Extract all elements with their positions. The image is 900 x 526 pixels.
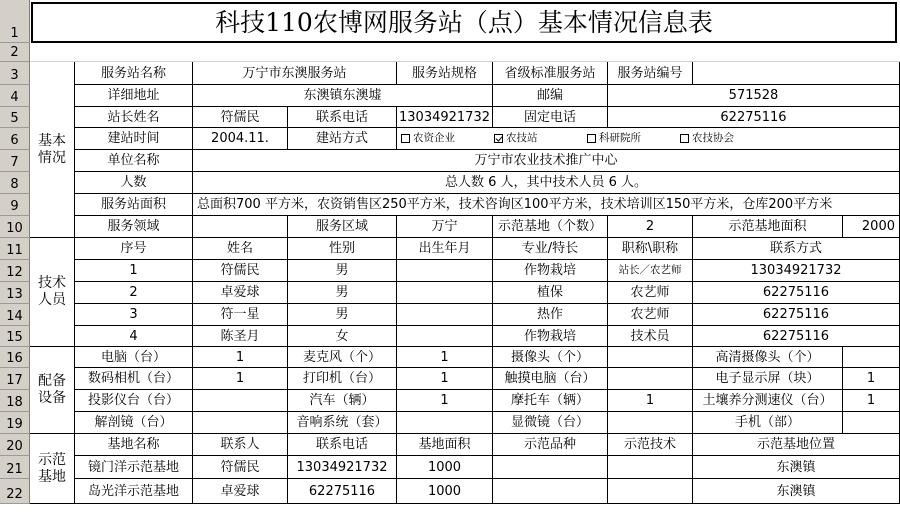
tech-header[interactable]: 联系方式 [693, 238, 900, 260]
tech-cell[interactable]: 陈圣月 [193, 326, 288, 347]
tech-cell[interactable]: 站长／农艺师 [608, 260, 693, 282]
mode-option-label: 农技协会 [692, 132, 734, 145]
unit-value[interactable]: 万宁市农业技术推广中心 [193, 150, 900, 172]
section-equipment[interactable]: 配备设备 [30, 347, 75, 434]
demo-header[interactable]: 联系电话 [288, 434, 397, 456]
equipment-count[interactable] [193, 412, 288, 434]
tech-cell[interactable]: 62275116 [693, 304, 900, 326]
tech-cell[interactable]: 符儒民 [193, 260, 288, 282]
checkbox[interactable] [680, 134, 689, 143]
equipment-count[interactable]: 1 [193, 347, 288, 368]
tech-header[interactable]: 性别 [288, 238, 397, 260]
empty-row [30, 43, 900, 62]
demo-area-label[interactable]: 示范基地面积 [693, 216, 843, 238]
equipment-label[interactable]: 触摸电脑（台） [493, 368, 608, 390]
row-header[interactable]: 15 [0, 326, 30, 347]
equipment-label[interactable]: 打印机（台） [288, 368, 397, 390]
demo-area-value[interactable]: 2000 [843, 216, 900, 238]
demo-cell[interactable] [608, 456, 693, 479]
founded-value[interactable]: 2004.11. [193, 128, 288, 150]
tech-header[interactable]: 专业/特长 [493, 238, 608, 260]
equipment-label[interactable]: 音响系统（套） [288, 412, 397, 434]
equipment-count[interactable]: 1 [397, 347, 493, 368]
checkbox[interactable] [587, 134, 596, 143]
tech-cell[interactable]: 女 [288, 326, 397, 347]
equipment-label[interactable]: 数码相机（台） [75, 368, 193, 390]
phone-label[interactable]: 联系电话 [288, 107, 397, 128]
row-header[interactable]: 14 [0, 304, 30, 326]
row-header[interactable]: 7 [0, 150, 30, 172]
checkbox[interactable] [494, 134, 503, 143]
row-header[interactable]: 3 [0, 62, 30, 85]
row-header[interactable]: 20 [0, 434, 30, 456]
tech-cell[interactable]: 62275116 [693, 282, 900, 304]
unit-label[interactable]: 单位名称 [75, 150, 193, 172]
row-header[interactable]: 19 [0, 412, 30, 434]
tech-cell[interactable]: 13034921732 [693, 260, 900, 282]
postcode-value[interactable]: 571528 [608, 85, 900, 107]
equipment-count[interactable] [608, 347, 693, 368]
address-value[interactable]: 东澳镇东澳墟 [193, 85, 493, 107]
demo-cell[interactable]: 东澳镇 [693, 479, 900, 504]
field-value[interactable] [193, 216, 288, 238]
mode-option[interactable] [397, 133, 490, 144]
tech-cell[interactable]: 男 [288, 304, 397, 326]
demo-count-value[interactable]: 2 [608, 216, 693, 238]
equipment-label[interactable]: 高清摄像头（个） [693, 347, 843, 368]
people-value[interactable]: 总人数 6 人，其中技术人员 6 人。 [193, 172, 900, 194]
demo-header[interactable]: 基地名称 [75, 434, 193, 456]
people-label[interactable]: 人数 [75, 172, 193, 194]
page-title[interactable]: 科技110农博网服务站（点）基本情况信息表 [31, 2, 897, 43]
row-header[interactable]: 11 [0, 238, 30, 260]
area-label[interactable]: 服务站面积 [75, 194, 193, 216]
demo-cell[interactable]: 1000 [397, 479, 493, 504]
demo-cell[interactable]: 62275116 [288, 479, 397, 504]
row-header[interactable]: 1 [0, 0, 30, 43]
demo-cell[interactable]: 13034921732 [288, 456, 397, 479]
row-header[interactable]: 9 [0, 194, 30, 216]
row-header[interactable]: 6 [0, 128, 30, 150]
equipment-count[interactable] [193, 390, 288, 412]
tech-cell[interactable]: 符一星 [193, 304, 288, 326]
tech-header[interactable]: 出生年月 [397, 238, 493, 260]
area-value[interactable]: 总面积700 平方米，农资销售区250平方米，技术咨询区100平方米，技术培训区150平方米，仓库200平方米 [193, 194, 900, 216]
section-tech[interactable]: 技术人员 [30, 238, 75, 347]
tech-cell[interactable] [397, 326, 493, 347]
tech-cell[interactable]: 62275116 [693, 326, 900, 347]
equipment-label[interactable]: 麦克风（个） [288, 347, 397, 368]
equipment-label[interactable]: 手机（部） [693, 412, 843, 434]
equipment-count[interactable]: 1 [193, 368, 288, 390]
tech-header[interactable]: 序号 [75, 238, 193, 260]
mode-option[interactable] [676, 133, 769, 144]
row-header[interactable]: 4 [0, 85, 30, 107]
tech-cell[interactable]: 3 [75, 304, 193, 326]
tech-cell[interactable] [397, 304, 493, 326]
row-header[interactable]: 5 [0, 107, 30, 128]
station-spec-value[interactable]: 省级标准服务站 [493, 62, 608, 85]
fixed-phone-value[interactable]: 62275116 [608, 107, 900, 128]
row-header[interactable]: 22 [0, 479, 30, 504]
row-header[interactable]: 17 [0, 368, 30, 390]
station-no-label[interactable]: 服务站编号 [608, 62, 693, 85]
row-header[interactable]: 13 [0, 282, 30, 304]
mode-checkbox-group [397, 133, 899, 144]
mode-option[interactable] [583, 133, 676, 144]
demo-count-label[interactable]: 示范基地（个数） [493, 216, 608, 238]
equipment-count[interactable]: 1 [397, 390, 493, 412]
equipment-count[interactable]: 1 [608, 390, 693, 412]
checkbox[interactable] [401, 134, 410, 143]
demo-header[interactable]: 示范技术 [608, 434, 693, 456]
section-demo[interactable]: 示范基地 [30, 434, 75, 504]
row-header[interactable]: 2 [0, 43, 30, 62]
tech-cell[interactable]: 作物栽培 [493, 260, 608, 282]
equipment-label[interactable]: 汽车（辆） [288, 390, 397, 412]
equipment-label[interactable]: 解剖镜（台） [75, 412, 193, 434]
equipment-count[interactable]: 1 [843, 390, 900, 412]
tech-cell[interactable]: 热作 [493, 304, 608, 326]
field-label[interactable]: 服务领域 [75, 216, 193, 238]
demo-cell[interactable] [493, 456, 608, 479]
tech-cell[interactable]: 男 [288, 282, 397, 304]
tech-cell[interactable]: 4 [75, 326, 193, 347]
equipment-count[interactable] [843, 412, 900, 434]
demo-cell[interactable] [493, 479, 608, 504]
tech-cell[interactable]: 农艺师 [608, 304, 693, 326]
equipment-label[interactable]: 投影仪台（台） [75, 390, 193, 412]
tech-header[interactable]: 职称\职称 [608, 238, 693, 260]
region-label[interactable]: 服务区域 [288, 216, 397, 238]
phone-value[interactable]: 13034921732 [397, 107, 493, 128]
equipment-label[interactable]: 土壤养分测速仪（台） [693, 390, 843, 412]
row-header[interactable]: 18 [0, 390, 30, 412]
mode-option-label: 农技站 [506, 132, 538, 145]
station-name-value[interactable]: 万宁市东澳服务站 [193, 62, 397, 85]
equipment-label[interactable]: 电脑（台） [75, 347, 193, 368]
demo-cell[interactable]: 卓爱球 [193, 479, 288, 504]
row-header[interactable]: 21 [0, 456, 30, 479]
demo-header[interactable]: 联系人 [193, 434, 288, 456]
row-header[interactable]: 12 [0, 260, 30, 282]
equipment-count[interactable]: 1 [397, 368, 493, 390]
mode-options[interactable] [397, 128, 900, 150]
tech-cell[interactable]: 1 [75, 260, 193, 282]
tech-cell[interactable]: 农艺师 [608, 282, 693, 304]
mode-option[interactable] [490, 133, 583, 144]
tech-cell[interactable]: 技术员 [608, 326, 693, 347]
head-label[interactable]: 站长姓名 [75, 107, 193, 128]
station-spec-label[interactable]: 服务站规格 [397, 62, 493, 85]
station-no-value[interactable] [693, 62, 900, 85]
tech-cell[interactable]: 卓爱球 [193, 282, 288, 304]
station-name-label[interactable]: 服务站名称 [75, 62, 193, 85]
demo-header[interactable]: 基地面积 [397, 434, 493, 456]
demo-cell[interactable]: 岛光洋示范基地 [75, 479, 193, 504]
row-header[interactable]: 10 [0, 216, 30, 238]
equipment-label[interactable]: 显微镜（台） [493, 412, 608, 434]
mode-option-label: 科研院所 [599, 132, 641, 145]
tech-cell[interactable]: 作物栽培 [493, 326, 608, 347]
demo-cell[interactable]: 镜门洋示范基地 [75, 456, 193, 479]
demo-header[interactable]: 示范基地位置 [693, 434, 900, 456]
tech-cell[interactable] [397, 282, 493, 304]
region-value[interactable]: 万宁 [397, 216, 493, 238]
row-header[interactable]: 8 [0, 172, 30, 194]
equipment-count[interactable] [843, 347, 900, 368]
demo-cell[interactable]: 符儒民 [193, 456, 288, 479]
tech-cell[interactable]: 男 [288, 260, 397, 282]
equipment-label[interactable]: 摄像头（个） [493, 347, 608, 368]
mode-option-label: 农资企业 [413, 132, 455, 145]
tech-cell[interactable]: 植保 [493, 282, 608, 304]
equipment-label[interactable]: 摩托车（辆） [493, 390, 608, 412]
equipment-count[interactable]: 1 [843, 368, 900, 390]
founded-label[interactable]: 建站时间 [75, 128, 193, 150]
address-label[interactable]: 详细地址 [75, 85, 193, 107]
row-header[interactable]: 16 [0, 347, 30, 368]
demo-cell[interactable]: 东澳镇 [693, 456, 900, 479]
tech-header[interactable]: 姓名 [193, 238, 288, 260]
head-value[interactable]: 符儒民 [193, 107, 288, 128]
equipment-label[interactable]: 电子显示屏（块） [693, 368, 843, 390]
fixed-phone-label[interactable]: 固定电话 [493, 107, 608, 128]
tech-cell[interactable]: 2 [75, 282, 193, 304]
equipment-count[interactable] [397, 412, 493, 434]
postcode-label[interactable]: 邮编 [493, 85, 608, 107]
equipment-count[interactable] [608, 368, 693, 390]
section-basic[interactable]: 基本情况 [30, 62, 75, 238]
equipment-count[interactable] [608, 412, 693, 434]
demo-cell[interactable]: 1000 [397, 456, 493, 479]
demo-header[interactable]: 示范品种 [493, 434, 608, 456]
tech-cell[interactable] [397, 260, 493, 282]
mode-label[interactable]: 建站方式 [288, 128, 397, 150]
demo-cell[interactable] [608, 479, 693, 504]
